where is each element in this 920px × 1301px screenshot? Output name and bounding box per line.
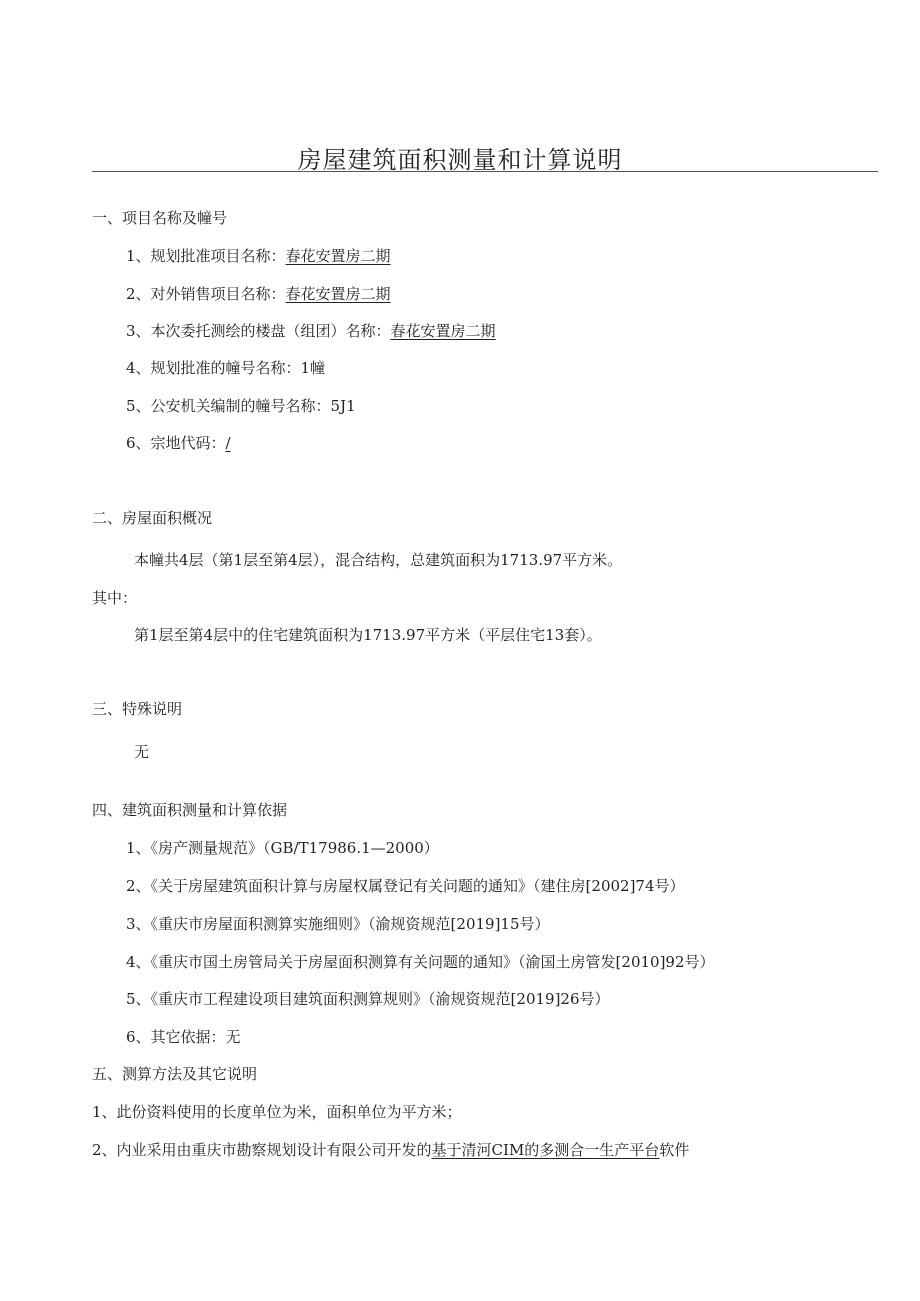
software-name: 基于清河CIM的多测合一生产平台 bbox=[431, 1141, 660, 1159]
item-sales-project-name bbox=[126, 284, 391, 304]
item-value: 1幢 bbox=[300, 359, 326, 377]
document-title: 房屋建筑面积测量和计算说明 bbox=[297, 146, 623, 174]
item-approved-project-name bbox=[126, 246, 391, 266]
section1-heading: 一、项目名称及幢号 bbox=[92, 209, 228, 227]
item-value: 春花安置房二期 bbox=[390, 322, 496, 340]
section5-heading: 五、测算方法及其它说明 bbox=[92, 1065, 258, 1083]
item-label: 2、对外销售项目名称： bbox=[126, 285, 286, 303]
item-police-building-number bbox=[126, 396, 356, 416]
item-value: 春花安置房二期 bbox=[285, 247, 391, 265]
item-label: 1、规划批准项目名称： bbox=[126, 247, 286, 265]
item-parcel-code bbox=[126, 433, 231, 453]
item-label: 3、本次委托测绘的楼盘（组团）名称： bbox=[126, 322, 391, 340]
title-underline bbox=[92, 171, 878, 172]
item-label: 4、规划批准的幢号名称： bbox=[126, 359, 301, 377]
item-label: 6、宗地代码： bbox=[126, 434, 226, 452]
section3-heading: 三、特殊说明 bbox=[92, 700, 183, 718]
basis-item: 2、《关于房屋建筑面积计算与房屋权属登记有关问题的通知》（建住房[2002]74号） bbox=[126, 877, 685, 895]
basis-item: 1、《房产测量规范》（GB/T17986.1—2000） bbox=[126, 839, 439, 857]
item-building-group-name bbox=[126, 321, 496, 341]
basis-item: 6、其它依据：无 bbox=[126, 1028, 241, 1046]
basis-item: 4、《重庆市国土房管局关于房屋面积测算有关问题的通知》（渝国土房管发[2010]92号） bbox=[126, 953, 715, 971]
item-approved-building-number bbox=[126, 358, 325, 378]
item-value: 春花安置房二期 bbox=[285, 285, 391, 303]
method-item-units: 1、此份资料使用的长度单位为米，面积单位为平方米； bbox=[92, 1103, 462, 1121]
software-suffix: 软件 bbox=[659, 1141, 690, 1159]
item-label: 5、公安机关编制的幢号名称： bbox=[126, 397, 331, 415]
software-prefix: 2、内业采用由重庆市勘察规划设计有限公司开发的 bbox=[92, 1141, 432, 1159]
item-value: / bbox=[225, 434, 231, 452]
basis-item: 3、《重庆市房屋面积测算实施细则》（渝规资规范[2019]15号） bbox=[126, 915, 550, 933]
method-item-software bbox=[92, 1140, 689, 1160]
section2-heading: 二、房屋面积概况 bbox=[92, 509, 213, 527]
basis-item: 5、《重庆市工程建设项目建筑面积测算规则》（渝规资规范[2019]26号） bbox=[126, 990, 610, 1008]
item-value: 5J1 bbox=[330, 397, 356, 415]
section4-heading: 四、建筑面积测量和计算依据 bbox=[92, 801, 288, 819]
special-note: 无 bbox=[134, 743, 150, 761]
area-summary: 本幢共4层（第1层至第4层），混合结构，总建筑面积为1713.97平方米。 bbox=[134, 551, 623, 569]
among-label: 其中： bbox=[92, 589, 138, 607]
area-detail: 第1层至第4层中的住宅建筑面积为1713.97平方米（平层住宅13套）。 bbox=[134, 626, 602, 644]
